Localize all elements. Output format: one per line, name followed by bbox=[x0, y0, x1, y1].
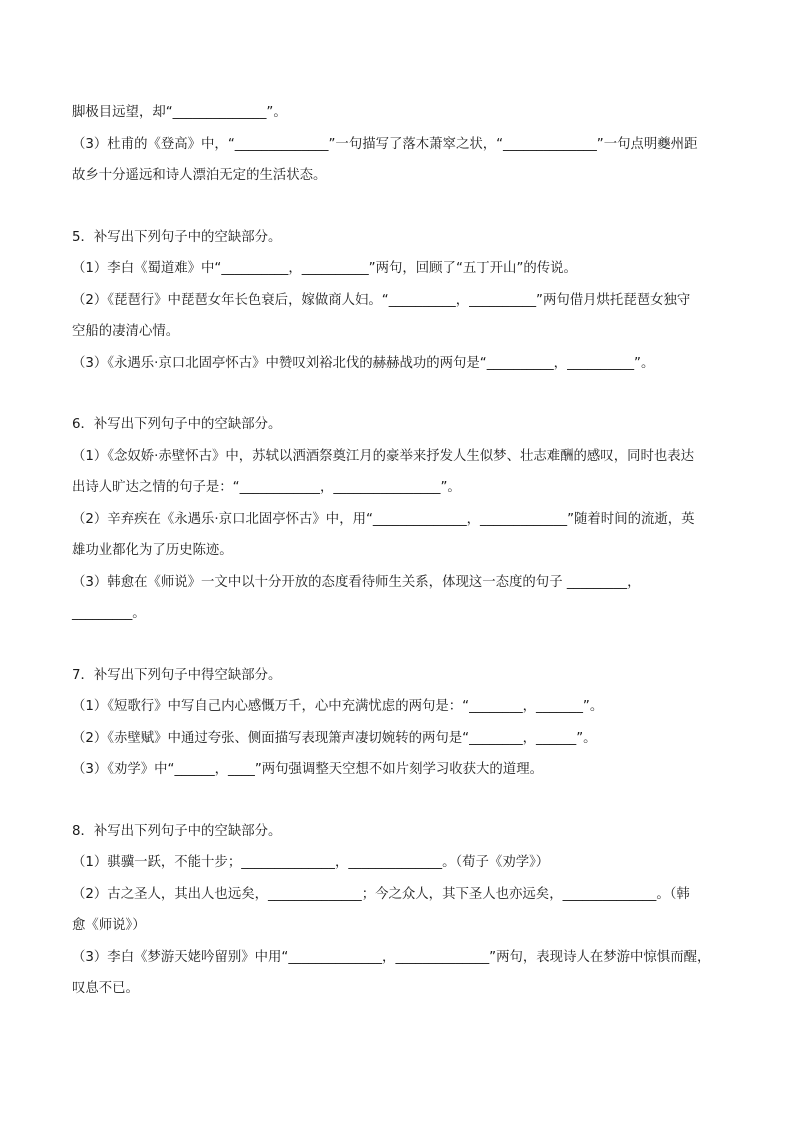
q5-heading: 5．补写出下列句子中的空缺部分。 bbox=[72, 229, 282, 245]
q8-item2-line2: 愈《师说》） bbox=[72, 918, 146, 933]
q4-item3-line1: （3）杜甫的《登高》中，“______________”一句描写了落木萧窣之状，“______________”一句点明夔州距 bbox=[72, 136, 698, 152]
q6-item1-line1: （1）《念奴娇·赤壁怀古》中，苏轼以洒酒祭奠江月的豪举来抒发人生似梦、壮志难酬的感叹，同时也表达 bbox=[72, 448, 695, 464]
q5-item1: （1）李白《蜀道难》中“__________，__________”两句，回顾了“五丁开山”的传说。 bbox=[72, 261, 577, 276]
q4-item2-continuation: 脚极目远望，却“______________”。 bbox=[72, 105, 287, 120]
q5-item2-line1: （2）《琵琶行》中琵琶女年长色衰后，嫁做商人妇。“__________，__________”两句借月烘托琵琶女独守 bbox=[72, 292, 691, 308]
q8-item3-line2: 叹息不已。 bbox=[72, 981, 139, 996]
q7-heading: 7．补写出下列句子中得空缺部分。 bbox=[72, 667, 282, 683]
q5-item3: （3）《永遇乐·京口北固亭怀古》中赞叹刘裕北伐的赫赫战功的两句是“__________，__________”。 bbox=[72, 355, 655, 371]
q6-heading: 6．补写出下列句子中的空缺部分。 bbox=[72, 417, 282, 432]
spacer bbox=[72, 630, 722, 660]
q6-item3-line1: （3）韩愈在《师说》一文中以十分开放的态度看待师生关系，体现这一态度的句子 _________， bbox=[72, 574, 641, 590]
spacer bbox=[72, 192, 722, 222]
q8-item1: （1）骐骥一跃，不能十步；______________，______________。（荀子《劝学》） bbox=[72, 855, 550, 870]
q6-item1-line2: 出诗人旷达之情的句子是：“____________，________________”。 bbox=[72, 480, 461, 495]
q4-item3-line2: 故乡十分遥远和诗人漂泊无定的生活状态。 bbox=[72, 168, 327, 183]
q7-item1: （1）《短歌行》中写自己内心感慨万千，心中充满忧虑的两句是：“________，_______”。 bbox=[72, 699, 604, 714]
q8-item3-line1: （3）李白《梦游天姥吟留别》中用“______________，______________”两句，表现诗人在梦游中惊惧而醒， bbox=[72, 949, 711, 965]
q5-item2-line2: 空船的凄清心情。 bbox=[72, 324, 180, 339]
q6-item3-line2: _________。 bbox=[72, 606, 146, 621]
q6-item2-line1: （2）辛弃疾在《永遇乐·京口北固亭怀古》中，用“______________，_____________”随着时间的流逝，英 bbox=[72, 511, 695, 527]
q6-item2-line2: 雄功业都化为了历史陈迹。 bbox=[72, 543, 233, 558]
q8-item2-line1: （2）古之圣人，其出人也远矣，______________；今之众人，其下圣人也亦远矣，______________。（韩 bbox=[72, 886, 690, 902]
q7-item3: （3）《劝学》中“______，____”两句强调整天空想不如片刻学习收获大的道理。 bbox=[72, 762, 543, 777]
document-content bbox=[72, 97, 722, 1005]
q7-item2: （2）《赤壁赋》中通过夸张、侧面描写表现箫声凄切婉转的两句是“________，______”。 bbox=[72, 730, 597, 746]
spacer bbox=[72, 379, 722, 409]
q8-heading: 8．补写出下列句子中的空缺部分。 bbox=[72, 823, 282, 839]
spacer bbox=[72, 786, 722, 816]
